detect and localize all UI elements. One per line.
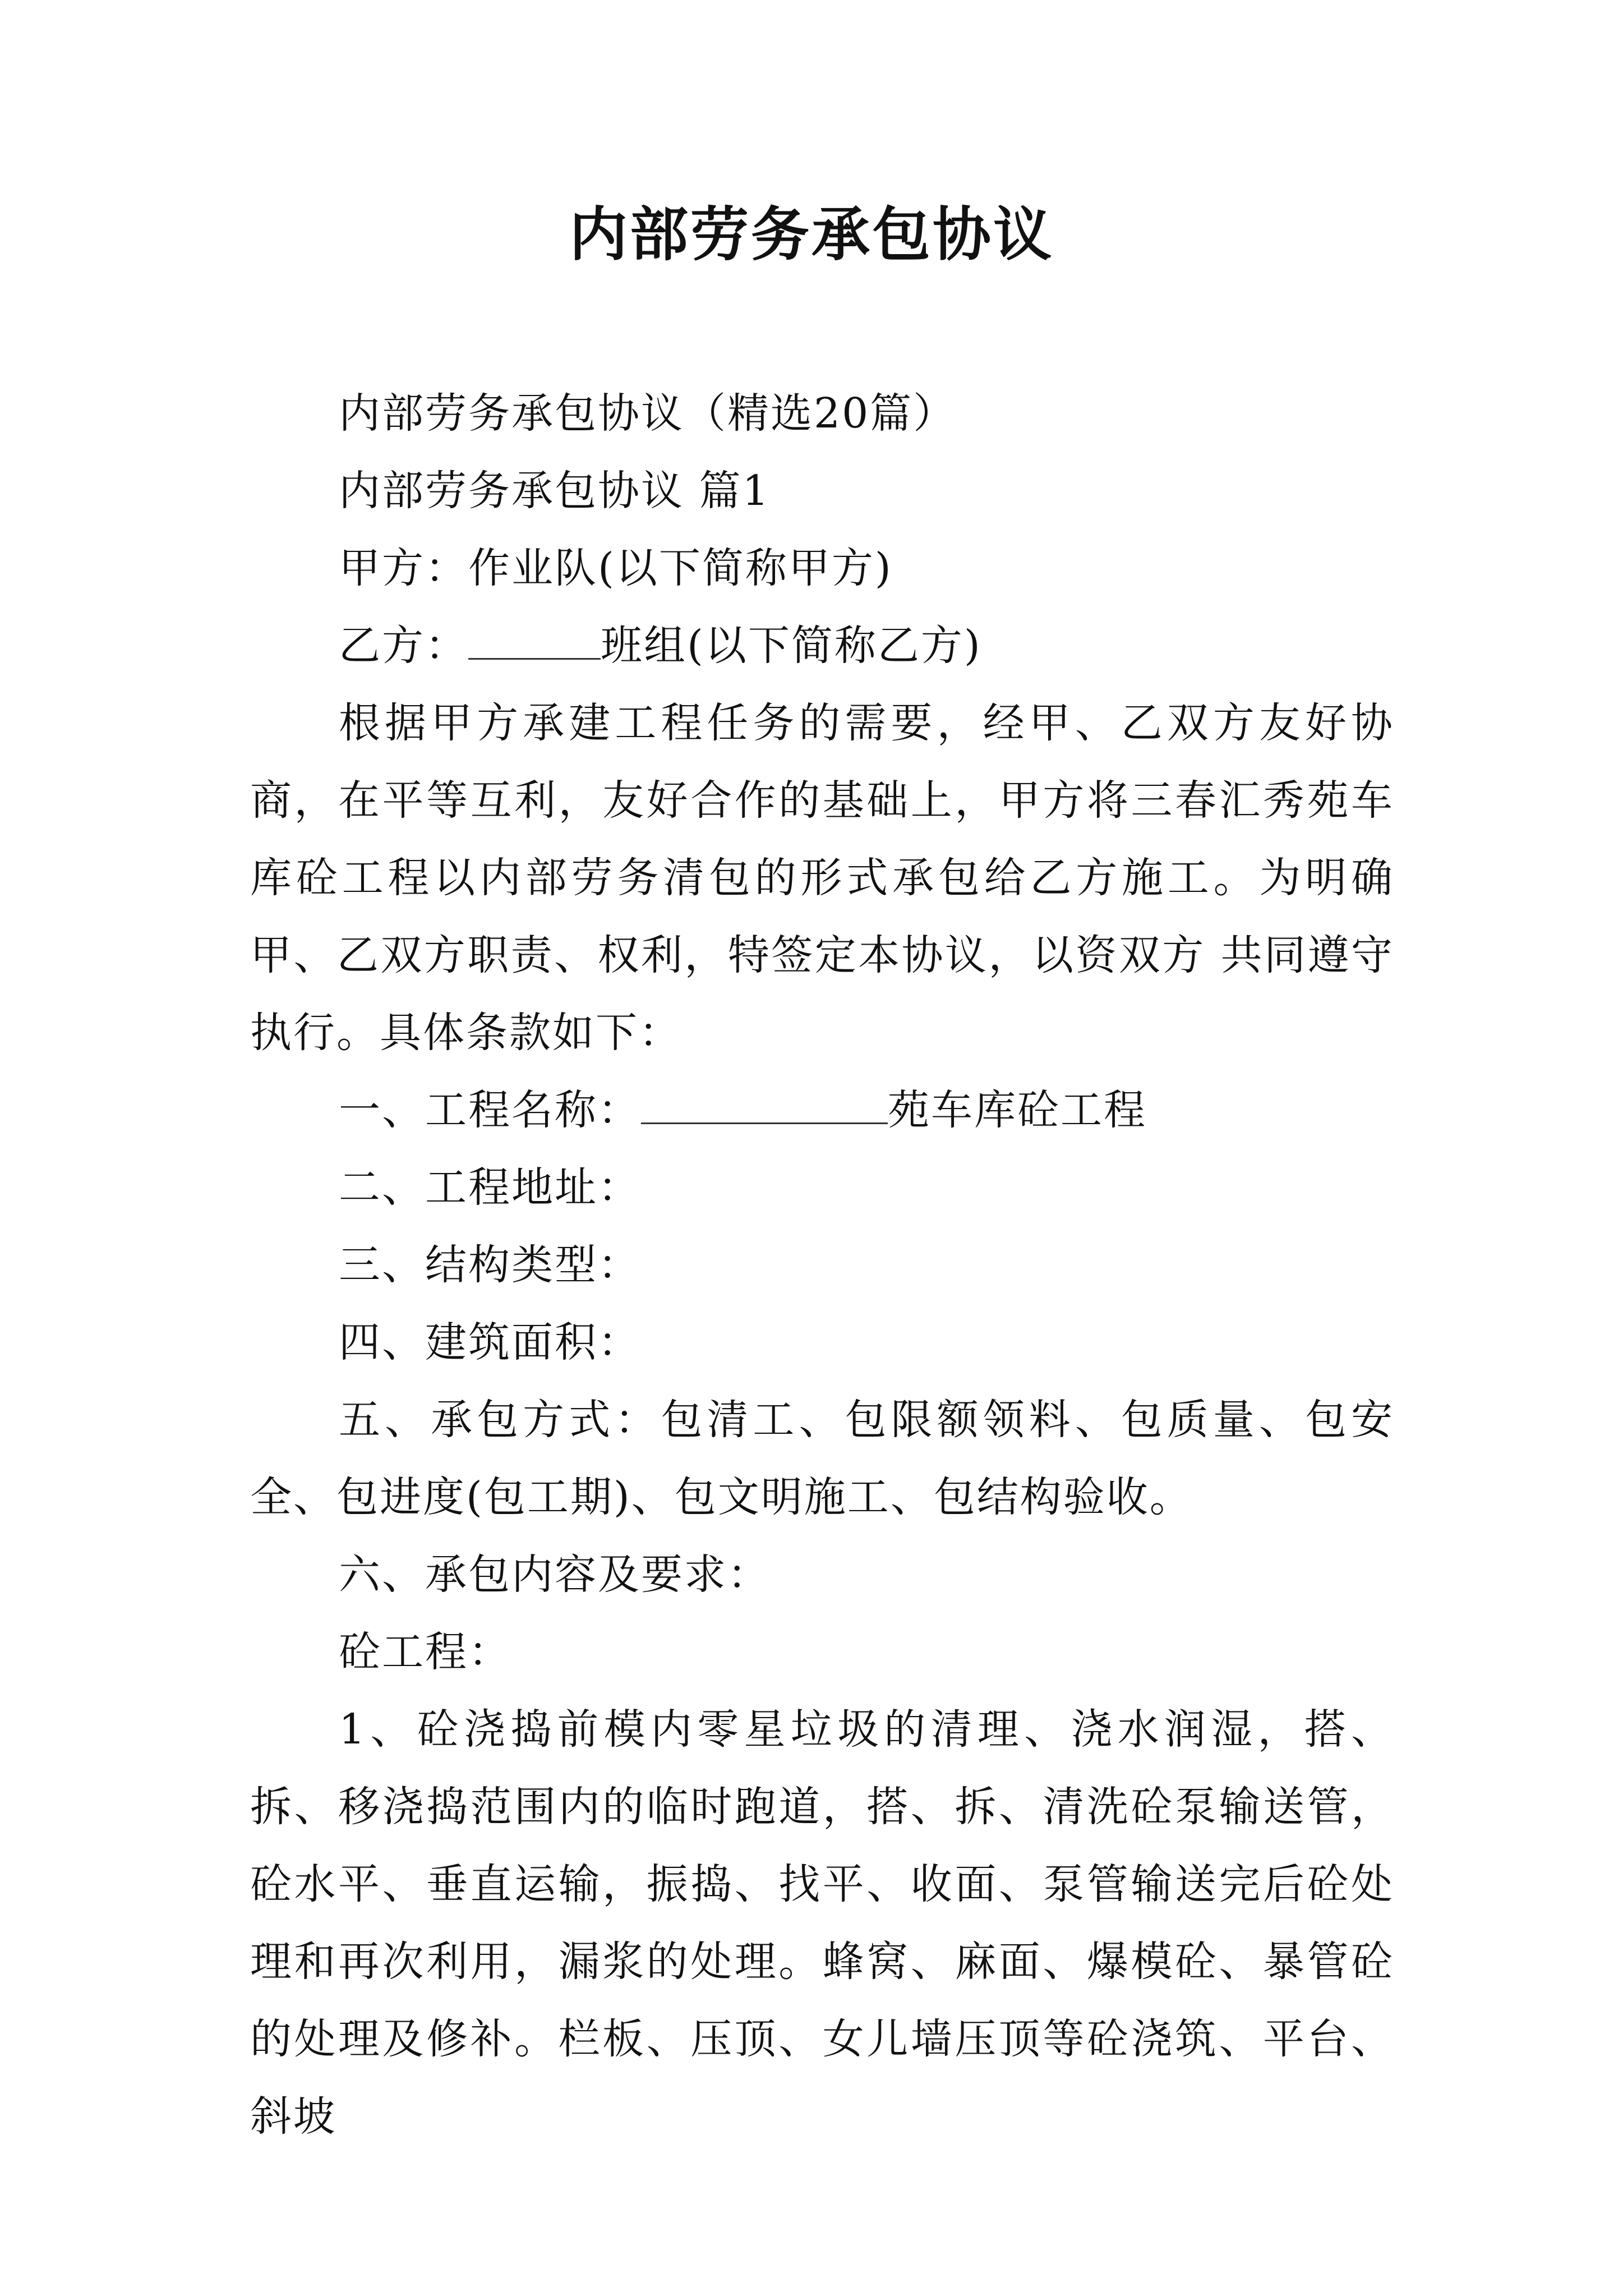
document-body xyxy=(250,375,1394,2155)
project-name-rest: 苑车库砼工程 xyxy=(888,1086,1147,1134)
paragraph-concrete-works: 砼工程： xyxy=(339,1628,511,1676)
paragraph-subtitle: 内部劳务承包协议（精选20篇） xyxy=(339,389,957,438)
paragraph-contract-content: 六、承包内容及要求： xyxy=(339,1550,771,1599)
paragraph-project-name xyxy=(250,1071,1394,1149)
project-name-label: 一、工程名称： xyxy=(339,1086,641,1134)
document-title: 内部劳务承包协议 xyxy=(569,200,1054,269)
paragraph-item-1: 1、砼浇捣前模内零星垃圾的清理、浇水润湿，搭、拆、移浇捣范围内的临时跑道，搭、拆、清洗砼泵输送管，砼水平、垂直运输，振捣、找平、收面、泵管输送完后砼处理和再次利用，漏浆的处理。蜂窝、麻面、爆模砼、暴管砼的处理及修补。栏板、压顶、女儿墙压顶等砼浇筑、平台、斜坡 xyxy=(250,1705,1394,2141)
paragraph-building-area: 四、建筑面积： xyxy=(339,1318,641,1366)
paragraph-party-a: 甲方：作业队(以下简称甲方) xyxy=(339,544,893,592)
party-b-rest: 班组(以下简称乙方) xyxy=(601,622,982,670)
paragraph-structure-type: 三、结构类型： xyxy=(339,1241,641,1289)
paragraph-preamble: 根据甲方承建工程任务的需要，经甲、乙双方友好协商，在平等互利，友好合作的基础上，甲方将三春汇秀苑车库砼工程以内部劳务清包的形式承包给乙方施工。为明确甲、乙双方职责、权利，特签定本协议，以资双方 共同遵守执行。具体条款如下： xyxy=(250,699,1394,1057)
paragraph-contract-method: 五、承包方式：包清工、包限额领料、包质量、包安全、包进度(包工期)、包文明施工、包结构验收。 xyxy=(250,1396,1394,1521)
project-name-blank-line xyxy=(641,1089,888,1124)
party-b-blank-line xyxy=(468,624,601,660)
paragraph-party-b xyxy=(250,607,1394,684)
party-b-label: 乙方： xyxy=(339,622,468,670)
paragraph-section-heading: 内部劳务承包协议 篇1 xyxy=(339,467,771,515)
paragraph-project-address: 二、工程地址： xyxy=(339,1163,641,1212)
